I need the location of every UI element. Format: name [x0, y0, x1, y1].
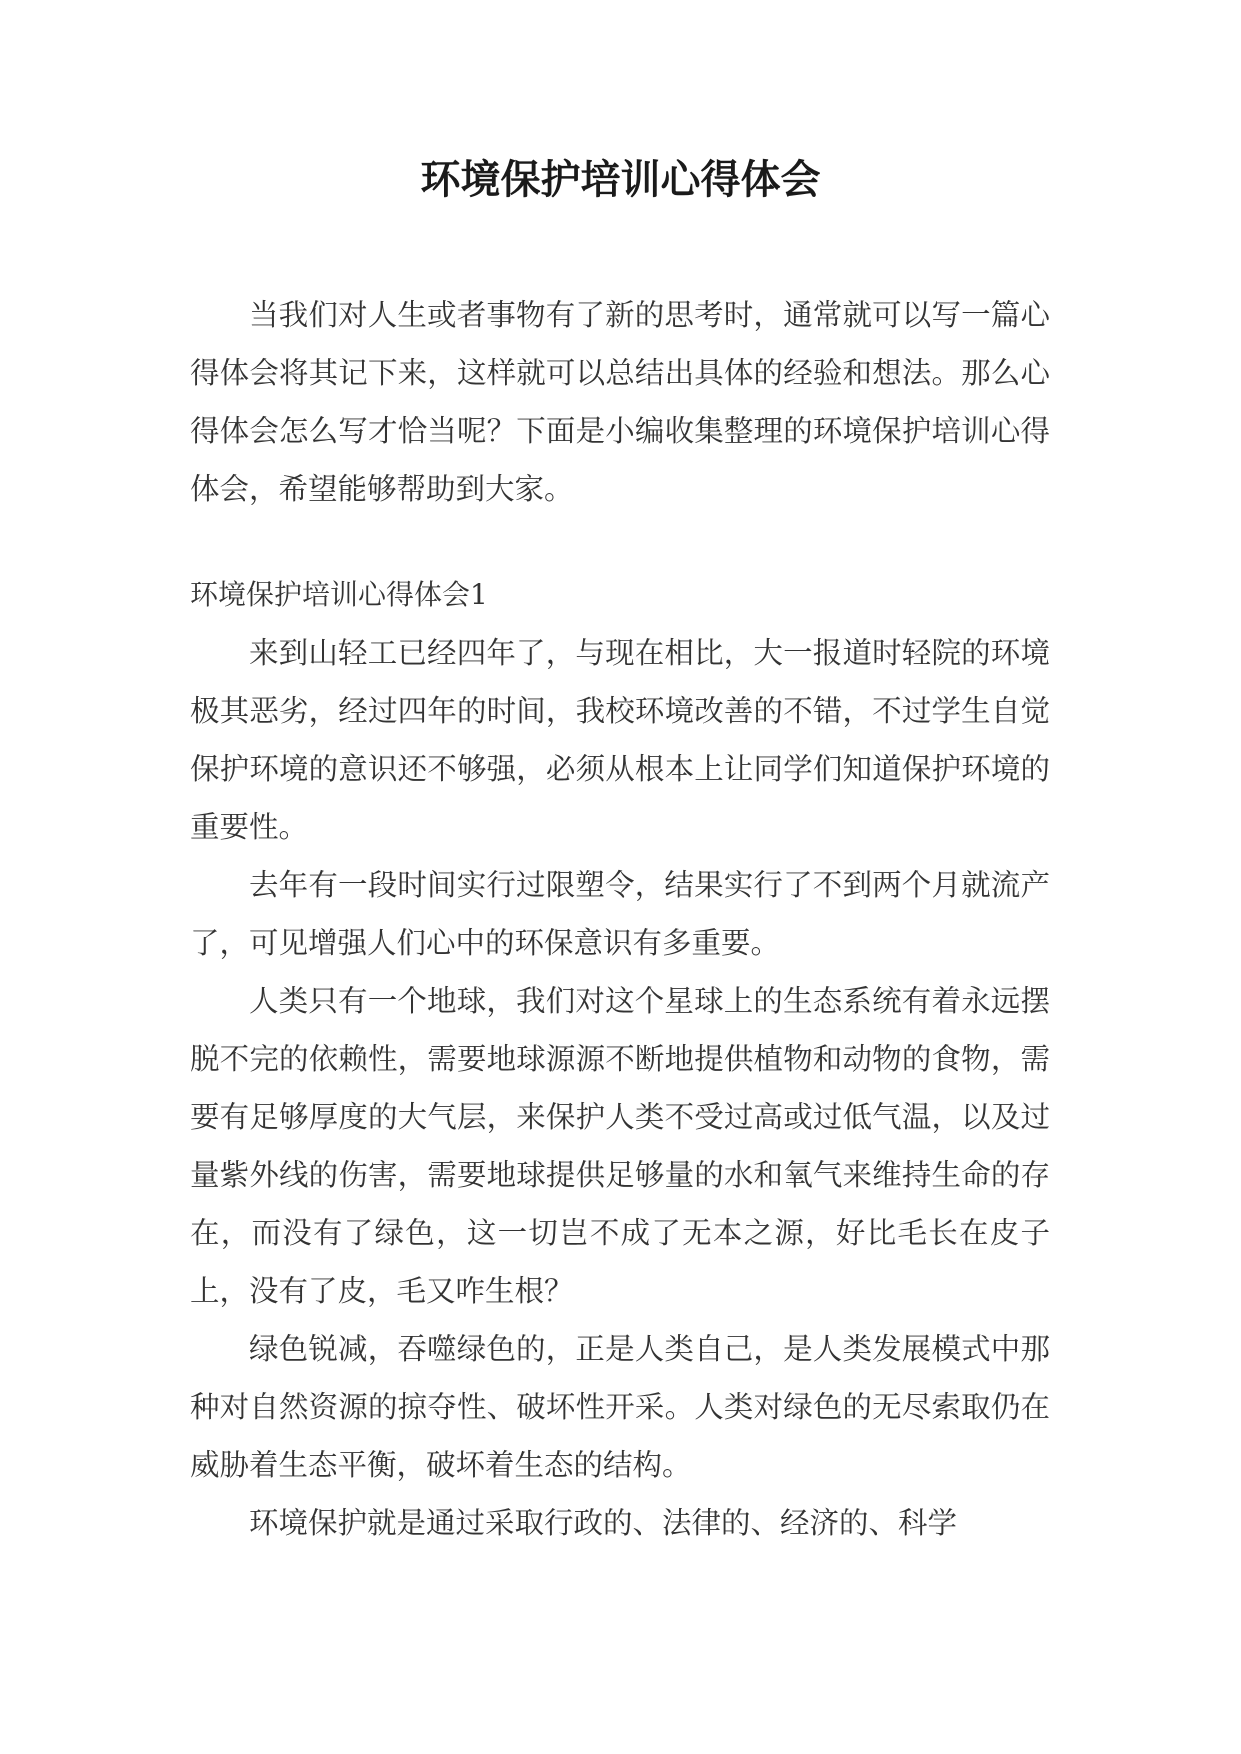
body-paragraph-3: 人类只有一个地球，我们对这个星球上的生态系统有着永远摆脱不完的依赖性，需要地球源源不断地提供植物和动物的食物，需要有足够厚度的大气层，来保护人类不受过高或过低气温，以及过量紫外线的伤害，需要地球提供足够量的水和氧气来维持生命的存在，而没有了绿色，这一切岂不成了无本之源，好比毛长在皮子上，没有了皮，毛又咋生根？ [190, 984, 1050, 1308]
document-title: 环境保护培训心得体会 [420, 156, 821, 203]
body-paragraph-5: 环境保护就是通过采取行政的、法律的、经济的、科学 [249, 1506, 958, 1540]
section-heading: 环境保护培训心得体会1 [190, 578, 488, 611]
body-paragraph-1: 来到山轻工已经四年了，与现在相比，大一报道时轻院的环境极其恶劣，经过四年的时间，我校环境改善的不错，不过学生自觉保护环境的意识还不够强，必须从根本上让同学们知道保护环境的重要性。 [190, 636, 1050, 844]
intro-paragraph: 当我们对人生或者事物有了新的思考时，通常就可以写一篇心得体会将其记下来，这样就可以总结出具体的经验和想法。那么心得体会怎么写才恰当呢？下面是小编收集整理的环境保护培训心得体会，希望能够帮助到大家。 [190, 298, 1050, 506]
document-body [190, 286, 1050, 1552]
body-paragraph-4: 绿色锐减，吞噬绿色的，正是人类自己，是人类发展模式中那种对自然资源的掠夺性、破坏性开采。人类对绿色的无尽索取仍在威胁着生态平衡，破坏着生态的结构。 [190, 1332, 1050, 1482]
body-paragraph-2: 去年有一段时间实行过限塑令，结果实行了不到两个月就流产了，可见增强人们心中的环保意识有多重要。 [190, 868, 1050, 960]
